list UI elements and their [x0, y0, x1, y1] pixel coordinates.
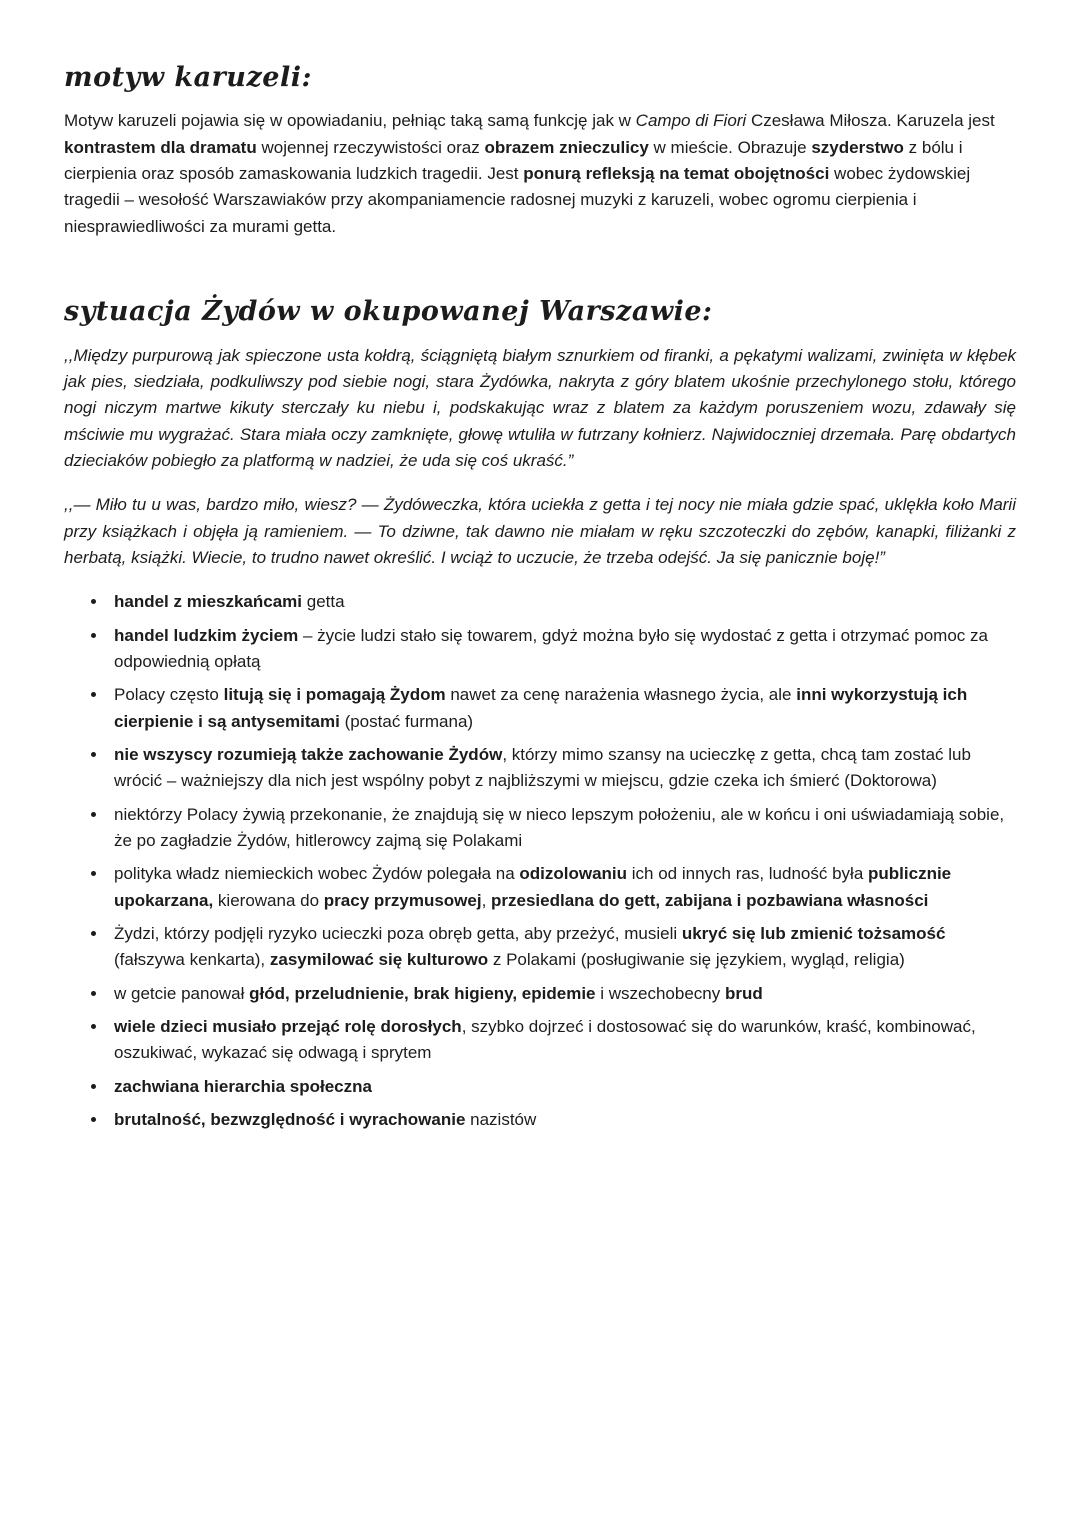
text-run: Polacy często: [114, 685, 224, 705]
text-run: publicznie upokarzana,: [114, 864, 952, 910]
text-run: ,: [481, 890, 492, 910]
list-item: [108, 623, 1016, 676]
text-run: – życie ludzi stało się towarem, gdyż można było się wydostać z getta i otrzymać pomoc za odpowiednią opłatą: [114, 625, 988, 671]
section-heading-jews-warsaw: sytuacja Żydów w okupowanej Warszawie:: [64, 296, 713, 328]
text-run: głód, przeludnienie, brak higieny, epidemie: [249, 983, 596, 1003]
text-run: polityka władz niemieckich wobec Żydów polegała na: [114, 864, 520, 884]
list-item: [108, 802, 1016, 855]
quote-paragraph-jewish-girl: ,,— Miło tu u was, bardzo miło, wiesz? — Żydóweczka, która uciekła z getta i tej nocy nie miała gdzie spać, uklękła koło Marii przy książkach i objęła ją ramieniem. — To dziwne, tak dawno nie miałam w ręku szczoteczki do zębów, kanapki, filiżanki z herbatą, książki. Wiecie, to trudno nawet określić. I wciąż to uczucie, że trzeba odejść. Ja się panicznie boję!”: [64, 495, 1016, 567]
list-item: [108, 981, 1016, 1007]
list-item: [108, 1014, 1016, 1067]
list-item: [108, 1074, 1016, 1100]
list-item: [108, 589, 1016, 615]
text-run: w mieście. Obrazuje: [648, 137, 812, 157]
text-run: pracy przymusowej: [323, 890, 482, 910]
list-item: [108, 921, 1016, 974]
text-run: Czesława Miłosza. Karuzela jest: [746, 111, 995, 131]
text-run: obrazem znieczulicy: [484, 137, 649, 157]
quote-paragraph-old-jewish-woman: ,,Między purpurową jak spieczone usta kołdrą, ściągniętą białym sznurkiem od firanki, a pękatymi walizami, zwinięta w kłębek jak pies, siedziała, podkuliwszy pod siebie nogi, stara Żydówka, nakryta z góry blatem ukośnie przechylonego stołu, którego nogi niczym martwe kikuty sterczały ku niebu i, podskakując wraz z blatem za każdym poruszeniem wozu, zdawały się mściwie mu wygrażać. Stara miała oczy zamknięte, głowę wtuliła w futrzany kołnierz. Najwidoczniej drzemała. Parę obdartych dzieciaków pobiegło za platformą w nadziei, że uda się coś ukraść.”: [64, 345, 1016, 470]
text-run: kierowana do: [213, 890, 324, 910]
text-run: szyderstwo: [811, 137, 904, 157]
text-run: z Polakami (posługiwanie się językiem, wygląd, religia): [488, 950, 905, 970]
text-run: Motyw karuzeli pojawia się w opowiadaniu, pełniąc taką samą funkcję jak w: [64, 111, 636, 131]
text-run: wobec żydowskiej tragedii – wesołość Warszawiaków przy akompaniamencie radosnej muzyki z karuzeli, wobec ogromu cierpienia i niesprawiedliwości za murami getta.: [64, 164, 971, 236]
text-run: ich od innych ras, ludność była: [627, 864, 869, 884]
text-run: brutalność, bezwzględność i wyrachowanie: [114, 1110, 466, 1130]
text-run: i wszechobecny: [595, 983, 725, 1003]
text-run: Żydzi, którzy podjęli ryzyko ucieczki poza obręb getta, aby przeżyć, musieli: [114, 924, 682, 944]
text-run: Campo di Fiori: [635, 111, 747, 131]
text-run: odizolowaniu: [519, 864, 628, 884]
text-run: niektórzy Polacy żywią przekonanie, że znajdują się w nieco lepszym położeniu, ale w końcu i oni uświadamiają sobie, że po zagładzie Żydów, hitlerowcy zajmą się Polakami: [114, 804, 1005, 850]
text-run: z bólu i cierpienia oraz sposób zamaskowania ludzkich tragedii. Jest: [64, 137, 963, 184]
list-item: [108, 1107, 1016, 1133]
text-run: , szybko dojrzeć i dostosować się do warunków, kraść, kombinować, oszukiwać, wykazać się odwagą i sprytem: [114, 1017, 976, 1063]
text-run: getta: [302, 592, 345, 612]
text-run: inni wykorzystują ich cierpienie i są antysemitami: [114, 685, 968, 731]
text-run: wiele dzieci musiało przejąć rolę dorosłych: [114, 1017, 462, 1037]
text-run: litują się i pomagają Żydom: [223, 685, 446, 705]
text-run: handel ludzkim życiem: [114, 625, 299, 645]
text-run: ponurą refleksją na temat obojętności: [523, 164, 830, 184]
text-run: brud: [724, 983, 763, 1003]
section-heading-carousel-motif: motyw karuzeli:: [64, 62, 312, 93]
list-item: [108, 682, 1016, 735]
text-run: handel z mieszkańcami: [114, 592, 303, 612]
text-run: nie wszyscy rozumieją także zachowanie Żydów: [114, 744, 503, 764]
text-run: (fałszywa kenkarta),: [114, 950, 270, 970]
text-run: , którzy mimo szansy na ucieczkę z getta, chcą tam zostać lub wrócić – ważniejszy dla nich jest wspólny pobyt z najbliższymi w miejscu, gdzie czeka ich śmierć (Doktorowa): [114, 744, 971, 791]
text-run: w getcie panował: [114, 983, 250, 1003]
text-run: zachwiana hierarchia społeczna: [114, 1076, 372, 1096]
text-run: zasymilować się kulturowo: [269, 950, 489, 970]
text-run: (postać furmana): [339, 711, 474, 731]
text-run: nazistów: [465, 1110, 537, 1130]
text-run: ukryć się lub zmienić tożsamość: [681, 924, 946, 944]
text-run: wojennej rzeczywistości oraz: [256, 137, 485, 157]
text-run: nawet za cenę narażenia własnego życia, ale: [445, 685, 797, 705]
carousel-motif-paragraph: [64, 108, 1016, 240]
text-run: kontrastem dla dramatu: [64, 137, 257, 157]
bullet-list-situation: [64, 589, 1016, 1133]
text-run: przesiedlana do gett, zabijana i pozbawiana własności: [491, 890, 929, 910]
list-item: [108, 742, 1016, 795]
list-item: [108, 861, 1016, 914]
